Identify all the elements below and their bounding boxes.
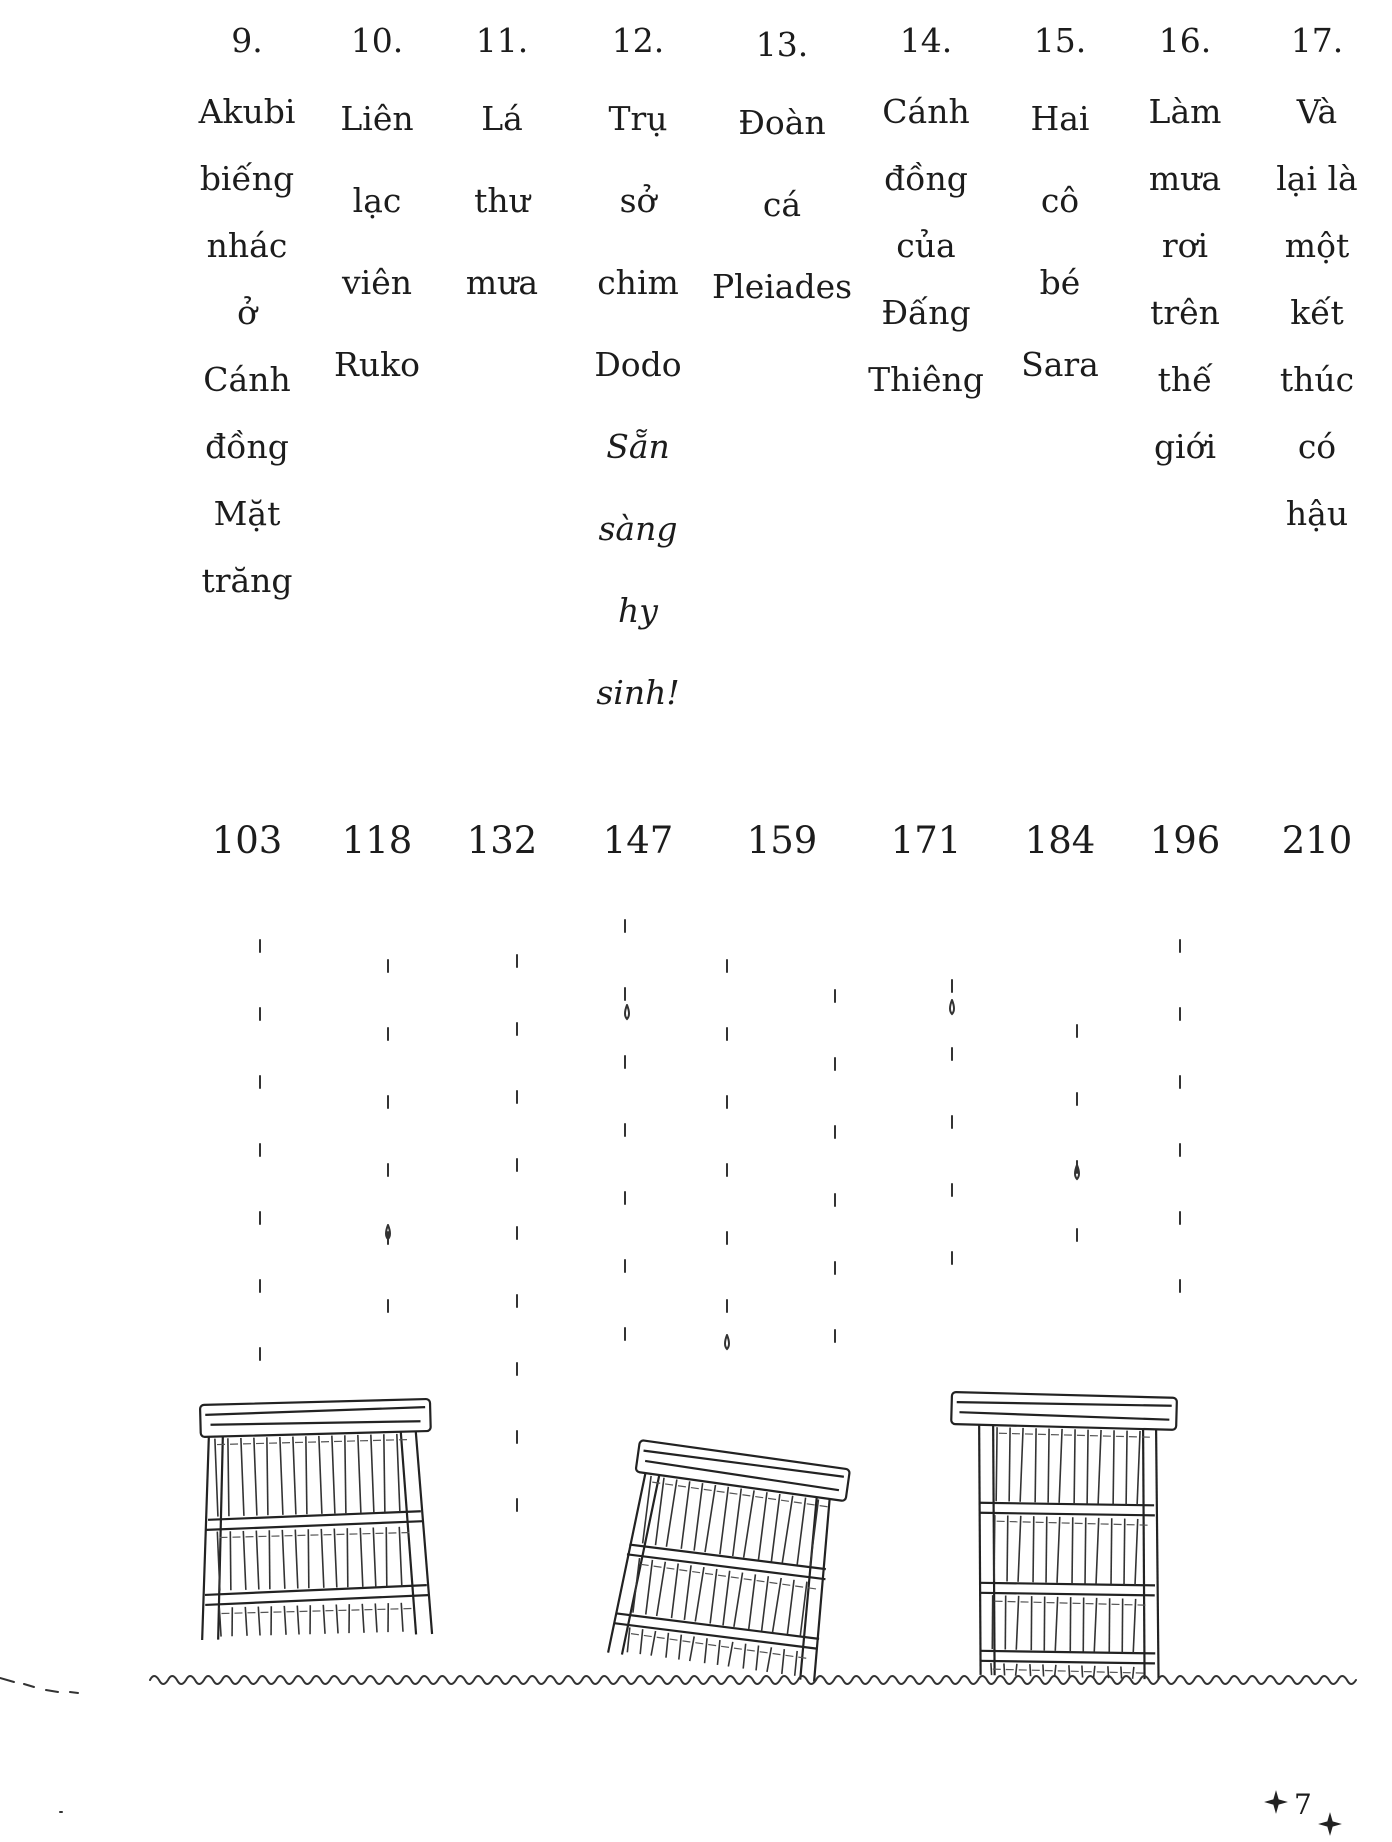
chapter-number: 11. [475,21,529,60]
chapter-title-word: lại là [1276,159,1358,198]
chapter-page-number: 196 [1149,819,1221,862]
chapter-title-word: Liên [340,99,414,138]
chapter-number: 10. [350,21,404,60]
chapter-title-word: Ruko [334,345,420,384]
chapter-title-word: đồng [205,427,289,466]
chapter-title-word: trăng [201,561,293,600]
chapter-subtitle-word: sinh! [596,673,680,712]
chapter-number: 16. [1158,21,1212,60]
bookshelf-middle [608,1440,850,1683]
chapter-title-word: Đoàn [738,103,826,142]
chapter-number: 9. [231,21,263,60]
chapter-title-word: đồng [884,159,968,198]
chapter-title-word: chim [597,263,679,302]
chapter-title-word: viên [342,263,412,302]
chapter-title-word: Pleiades [711,267,853,306]
chapter-title-word: Cánh [203,360,291,399]
ground-grass [0,1676,1356,1812]
page-folio [1264,1782,1374,1838]
chapter-title-word: Trụ [608,99,668,138]
sparkle-icon [1264,1782,1374,1838]
chapter-title-word: Làm [1148,92,1222,131]
chapter-title-word: cô [1040,181,1080,220]
chapter-title-word: Mặt [213,494,281,533]
chapter-title-word: Đấng [881,293,971,332]
chapter-page-number: 118 [341,819,413,862]
chapter-title-word: Cánh [882,92,970,131]
chapter-title-word: Hai [1030,99,1090,138]
chapter-title-word: một [1284,226,1350,265]
chapter-page-number: 159 [746,819,818,862]
chapter-title-word: rơi [1161,226,1209,265]
chapter-title-word: mưa [1148,159,1222,198]
chapter-title-word: thư [474,181,530,220]
chapter-subtitle-word: Sẵn [606,427,670,466]
chapter-page-number: 103 [211,819,283,862]
chapter-page-number: 147 [602,819,674,862]
chapter-title-word: mưa [465,263,539,302]
chapter-title-word: giới [1153,427,1217,466]
chapter-title-word: thúc [1279,360,1355,399]
chapter-page-number: 132 [466,819,538,862]
chapter-title-word: của [896,226,956,265]
chapter-title-word: bé [1039,263,1081,302]
chapter-subtitle-word: sàng [598,509,678,548]
chapter-page-number: 210 [1281,819,1353,862]
chapter-title-word: Akubi [198,92,296,131]
chapter-title-word: sở [619,181,657,220]
page-number: 7 [1294,1788,1312,1821]
chapter-title-word: Và [1296,92,1338,131]
chapter-title-word: kết [1290,293,1344,332]
chapter-number: 15. [1033,21,1087,60]
chapter-title-word: Dodo [594,345,682,384]
chapter-subtitle-word: hy [618,591,658,630]
chapter-title-word: ở [237,293,257,332]
chapter-number: 12. [611,21,665,60]
chapter-title-word: có [1297,427,1337,466]
chapter-title-word: trên [1150,293,1220,332]
chapter-number: 17. [1290,21,1344,60]
chapter-title-word: Lá [481,99,523,138]
chapter-title-word: hậu [1285,494,1349,533]
chapter-title-word: Thiêng [868,360,984,399]
bookshelf-right [945,1392,1177,1680]
chapter-number: 13. [755,25,809,64]
chapter-page-number: 184 [1024,819,1096,862]
chapter-title-word: Sara [1021,345,1099,384]
chapter-number: 14. [899,21,953,60]
chapter-page-number: 171 [890,819,962,862]
chapter-title-word: nhác [206,226,288,265]
bookshelf-left [196,1399,436,1640]
chapter-title-word: biếng [199,159,295,198]
chapter-title-word: thế [1157,360,1213,399]
chapter-title-word: lạc [352,181,402,220]
chapter-title-word: cá [762,185,802,224]
